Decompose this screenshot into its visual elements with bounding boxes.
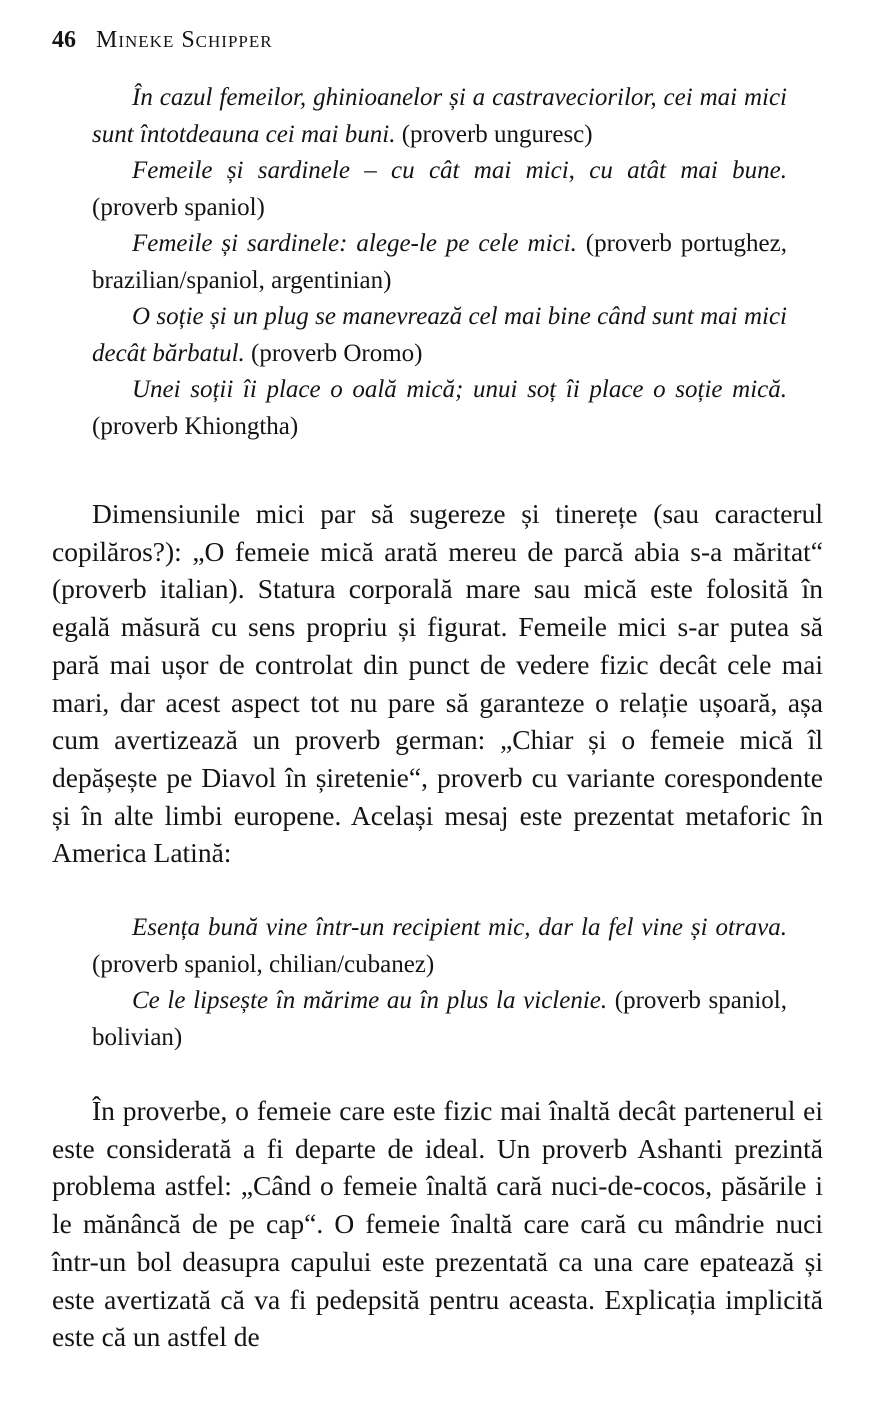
proverb-text: Unei soții îi place o oală mică; unui soț îi place o soție mică. <box>132 376 787 403</box>
proverb-source: (proverb portughez, brazilian/spaniol, argentinian) <box>92 230 787 294</box>
proverb-source: (proverb spaniol, chilian/cubanez) <box>92 950 435 978</box>
proverb-quote <box>92 226 787 299</box>
proverb-source: (proverb spaniol, bolivian) <box>92 987 787 1051</box>
proverb-quote <box>92 910 787 983</box>
proverb-source: (proverb unguresc) <box>395 120 593 148</box>
body-paragraph-1 <box>52 495 823 872</box>
proverb-quote <box>92 299 787 372</box>
proverb-source: (proverb spaniol) <box>92 193 265 221</box>
proverb-quote-block-2 <box>92 910 787 1056</box>
body-paragraph-2 <box>52 1092 823 1356</box>
proverb-text: Femeile și sardinele: alege-le pe cele mici. <box>132 230 577 257</box>
page-number: 46 <box>52 27 76 53</box>
proverb-text: Femeile și sardinele – cu cât mai mici, cu atât mai bune. <box>132 157 787 184</box>
proverb-quote <box>92 80 787 153</box>
proverb-text: Esența bună vine într-un recipient mic, dar la fel vine și otrava. <box>132 914 787 941</box>
proverb-source: (proverb Khiongtha) <box>92 412 299 440</box>
running-head-author: Mineke Schipper <box>96 27 273 53</box>
paragraph-text: Dimensiunile mici par să sugereze și tinerețe (sau caracterul copilăros?): „O femeie mică arată mereu de parcă abia s-a măritat“ (proverb italian). Statura corporală mare sau mică este folosită în egală măsură cu sens propriu și figurat. Femeile mici s-ar putea să pară mai ușor de controlat din punct de vedere fizic decât cele mai mari, dar acest aspect tot nu pare să garanteze o relație ușoară, așa cum avertizează un proverb german: „Chiar și o femeie mică îl depășește pe Diavol în șiretenie“, proverb cu variante corespondente și în alte limbi europene. Același mesaj este prezentat metaforic în America Latină: <box>52 498 823 869</box>
paragraph-text: În proverbe, o femeie care este fizic mai înaltă decât partenerul ei este considerată a fi departe de ideal. Un proverb Ashanti prezintă problema astfel: „Când o femeie înaltă cară nuci-de-cocos, păsările i le mănâncă de pe cap“. O femeie înaltă care cară cu mândrie nuci într-un bol deasupra capului este prezentată ca una care epatează și este avertizată că va fi pedepsită pentru aceasta. Explicația implicită este că un astfel de <box>52 1095 823 1353</box>
proverb-text: Ce le lipsește în mărime au în plus la viclenie. <box>132 987 608 1014</box>
proverb-source: (proverb Oromo) <box>244 339 423 367</box>
proverb-text: În cazul femeilor, ghinioanelor și a castraveciorilor, cei mai mici sunt întotdeauna cei mai buni. <box>92 84 787 148</box>
proverb-text: O soție și un plug se manevrează cel mai bine când sunt mai mici decât bărbatul. <box>92 303 787 367</box>
page-header <box>52 20 273 60</box>
proverb-quote <box>92 372 787 445</box>
proverb-quote-block-1 <box>92 80 787 445</box>
proverb-quote <box>92 983 787 1056</box>
proverb-quote <box>92 153 787 226</box>
